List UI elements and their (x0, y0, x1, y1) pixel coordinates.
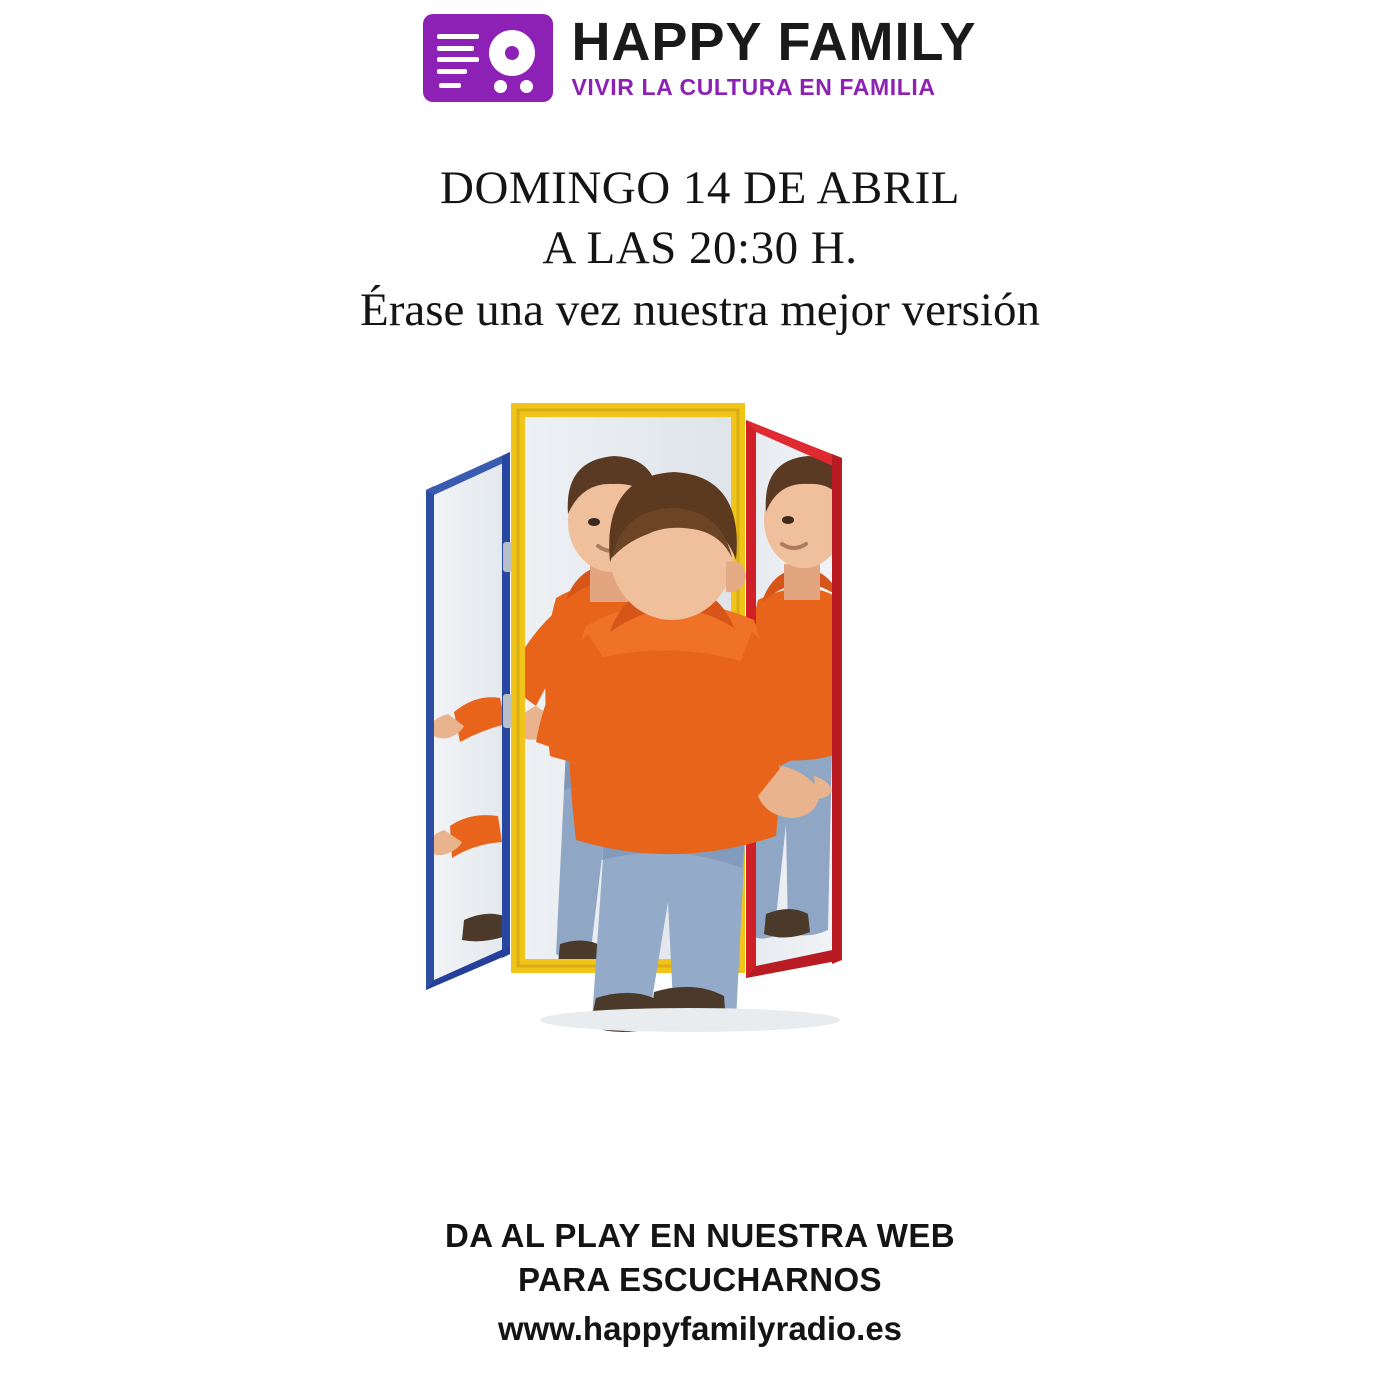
event-title: Érase una vez nuestra mejor versión (360, 284, 1040, 337)
footer (0, 1214, 1400, 1348)
mirror-panel-left (426, 452, 512, 990)
brand-title: HAPPY FAMILY (571, 11, 977, 72)
event-time: A LAS 20:30 H. (542, 222, 858, 275)
footer-line-1: DA AL PLAY EN NUESTRA WEB (445, 1216, 955, 1254)
radio-speaker-lines-icon (437, 34, 479, 74)
brand-text (571, 11, 977, 101)
brand-header (423, 11, 977, 102)
radio-icon (423, 14, 553, 102)
event-headline (360, 158, 1040, 340)
website-url[interactable]: www.happyfamilyradio.es (497, 1310, 903, 1347)
radio-dial-icon (489, 30, 535, 76)
radio-dash-icon (439, 83, 461, 88)
footer-line-2: PARA ESCUCHARNOS (518, 1260, 882, 1298)
radio-knob-right-icon (520, 80, 533, 93)
event-date: DOMINGO 14 DE ABRIL (440, 162, 960, 214)
radio-knob-left-icon (494, 80, 507, 93)
artwork-image (390, 394, 1010, 1034)
brand-tagline: VIVIR LA CULTURA EN FAMILIA (571, 74, 936, 101)
